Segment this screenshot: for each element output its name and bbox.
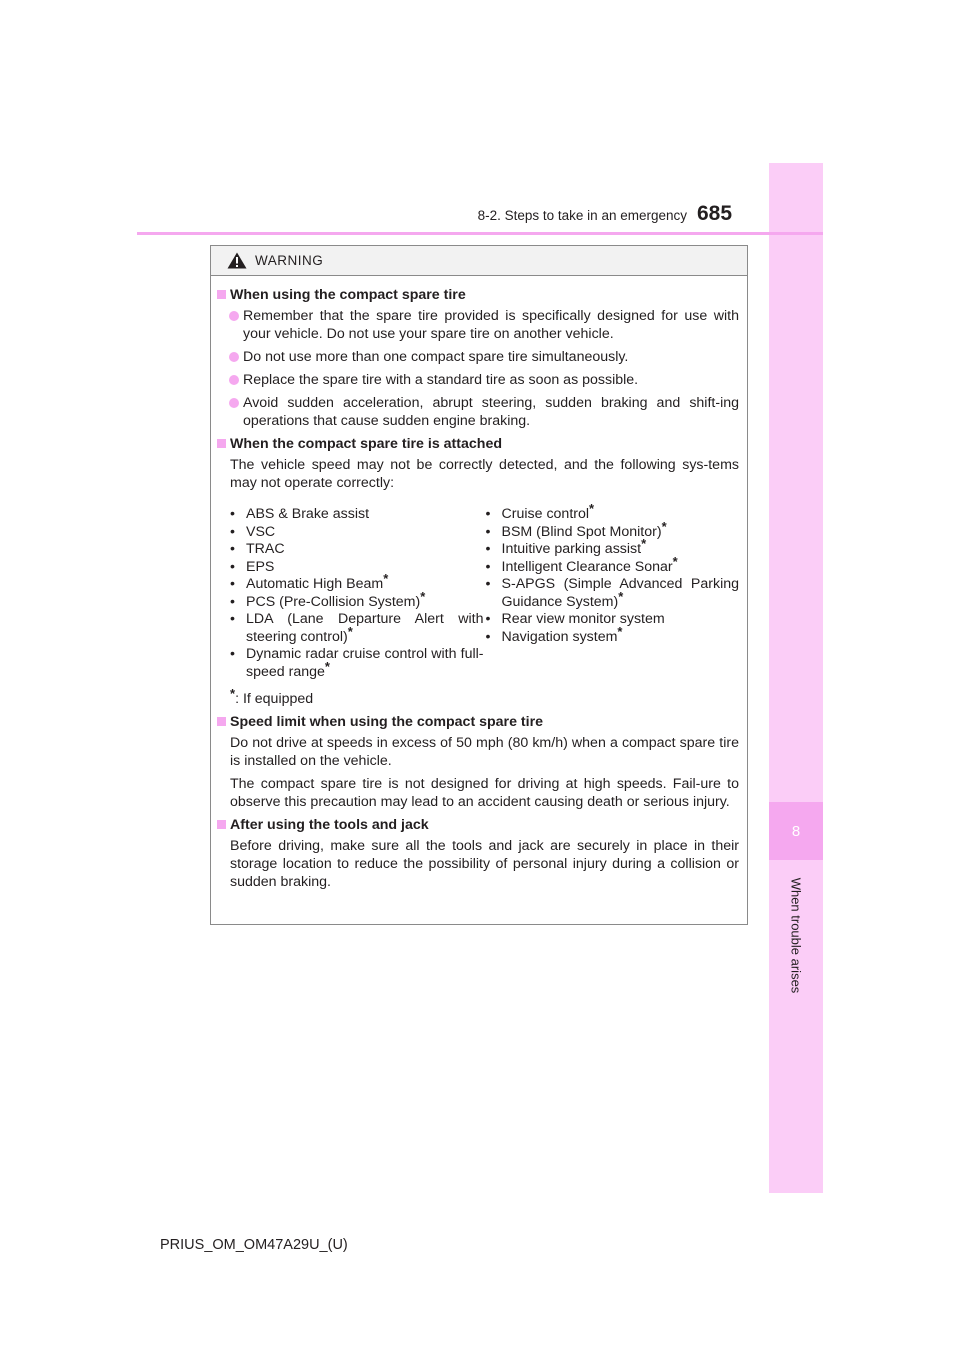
list-item: • S-APGS (Simple Advanced Parking Guidance System)* (485, 576, 739, 610)
square-bullet-icon (217, 439, 226, 448)
heading-text: When the compact spare tire is attached (230, 436, 503, 452)
list-item-text: S-APGS (Simple Advanced Parking Guidance System) (501, 576, 739, 610)
asterisk-mark: * (383, 571, 389, 586)
round-bullet-icon (229, 375, 239, 385)
list-item-text: Intuitive parking assist (501, 541, 642, 557)
chapter-title: When trouble arises (788, 877, 804, 993)
list-item: • TRAC (230, 541, 484, 559)
chapter-number: 8 (769, 802, 823, 860)
list-item-text: ABS & Brake assist (246, 506, 370, 522)
section-heading (217, 816, 739, 834)
list-item: • LDA (Lane Departure Alert with steering control)* (230, 611, 484, 645)
paragraph: Do not drive at speeds in excess of 50 mph (80 km/h) when a compact spare tire is installed on the vehicle. (230, 735, 739, 769)
list-item-text: Rear view monitor system (501, 611, 665, 627)
list-item: • Intuitive parking assist* (485, 536, 647, 557)
list-item-text: TRAC (246, 541, 285, 557)
warning-title: WARNING (255, 253, 324, 268)
square-bullet-icon (217, 820, 226, 829)
list-item: • ABS & Brake assist (230, 506, 484, 524)
system-list-right (485, 501, 740, 681)
list-item: • Intelligent Clearance Sonar* (485, 553, 678, 575)
chapter-side-tab (769, 163, 823, 1193)
list-item: • Rear view monitor system (486, 611, 740, 629)
warning-box (210, 245, 748, 925)
list-item: • EPS (230, 559, 484, 577)
list-item-text: VSC (246, 523, 276, 540)
warning-content (211, 276, 747, 891)
section-title: 8-2. Steps to take in an emergency (477, 208, 687, 223)
system-list (217, 501, 739, 681)
list-item: • VSC (230, 524, 484, 542)
bullet-item (217, 348, 739, 366)
list-item-text: PCS (Pre-Collision System) (246, 593, 421, 610)
asterisk-mark: * (589, 501, 595, 516)
asterisk-mark: * (617, 623, 623, 639)
bullet-text: Avoid sudden acceleration, abrupt steering, sudden braking and shift-ing operations that cause sudden engine braking. (243, 395, 739, 429)
asterisk-mark: * (230, 686, 236, 701)
list-item: • Dynamic radar cruise control with full-speed range* (230, 646, 484, 680)
section-heading (217, 435, 739, 453)
square-bullet-icon (217, 290, 226, 299)
heading-text: Speed limit when using the compact spare tire (230, 714, 543, 730)
header-rule (137, 232, 823, 235)
section-heading (217, 713, 739, 731)
bullet-text: Remember that the spare tire provided is specifically designed for use with your vehicle. Do not use your spare tire on another vehicle. (243, 308, 739, 342)
list-item: • Navigation system* (485, 623, 623, 645)
list-item-text: Intelligent Clearance Sonar (501, 558, 673, 575)
bullet-item (217, 307, 739, 343)
asterisk-mark: * (420, 588, 426, 604)
list-item: • Automatic High Beam* (230, 571, 389, 592)
footnote-text: : If equipped (235, 691, 314, 707)
list-item-text: LDA (Lane Departure Alert with steering control) (246, 611, 484, 645)
system-list-left (230, 506, 484, 681)
bullet-text: Do not use more than one compact spare tire simultaneously. (243, 349, 629, 365)
document-code: PRIUS_OM_OM47A29U_(U) (160, 1237, 348, 1253)
list-item-text: BSM (Blind Spot Monitor) (501, 523, 662, 540)
paragraph: The vehicle speed may not be correctly detected, and the following sys-tems may not operate correctly: (230, 457, 739, 491)
round-bullet-icon (229, 352, 239, 362)
round-bullet-icon (229, 398, 239, 408)
list-item-text: EPS (246, 558, 275, 575)
square-bullet-icon (217, 717, 226, 726)
asterisk-mark: * (641, 536, 647, 551)
list-item-text: Cruise control (501, 506, 590, 522)
asterisk-mark: * (324, 658, 330, 674)
asterisk-mark: * (661, 518, 667, 534)
paragraph: Before driving, make sure all the tools and jack are securely in place in their storage location to reduce the possibility of personal injury during a collision or sudden braking. (230, 838, 739, 890)
section-heading (217, 286, 739, 304)
bullet-item (217, 371, 739, 389)
list-item: • BSM (Blind Spot Monitor)* (485, 518, 667, 540)
page-number: 685 (697, 202, 733, 225)
list-item-text: Dynamic radar cruise control with full-speed range (246, 646, 484, 680)
bullet-text: Replace the spare tire with a standard tire as soon as possible. (243, 372, 639, 388)
warning-header (211, 246, 747, 276)
list-item: • Cruise control* (485, 501, 595, 522)
chapter-title-vertical (769, 865, 823, 1005)
bullet-item (217, 394, 739, 430)
paragraph: The compact spare tire is not designed for driving at high speeds. Fail-ure to observe this precaution may lead to an accident causing death or serious injury. (230, 776, 739, 810)
footnote (217, 686, 739, 708)
list-item: • PCS (Pre-Collision System)* (230, 588, 426, 610)
asterisk-mark: * (672, 553, 678, 569)
warning-triangle-icon (227, 252, 247, 269)
round-bullet-icon (229, 311, 239, 321)
list-item-text: Navigation system (501, 628, 618, 645)
asterisk-mark: * (347, 623, 353, 639)
list-item-text: Automatic High Beam (246, 576, 384, 592)
heading-text: After using the tools and jack (230, 817, 429, 833)
asterisk-mark: * (618, 588, 624, 604)
heading-text: When using the compact spare tire (230, 287, 466, 303)
